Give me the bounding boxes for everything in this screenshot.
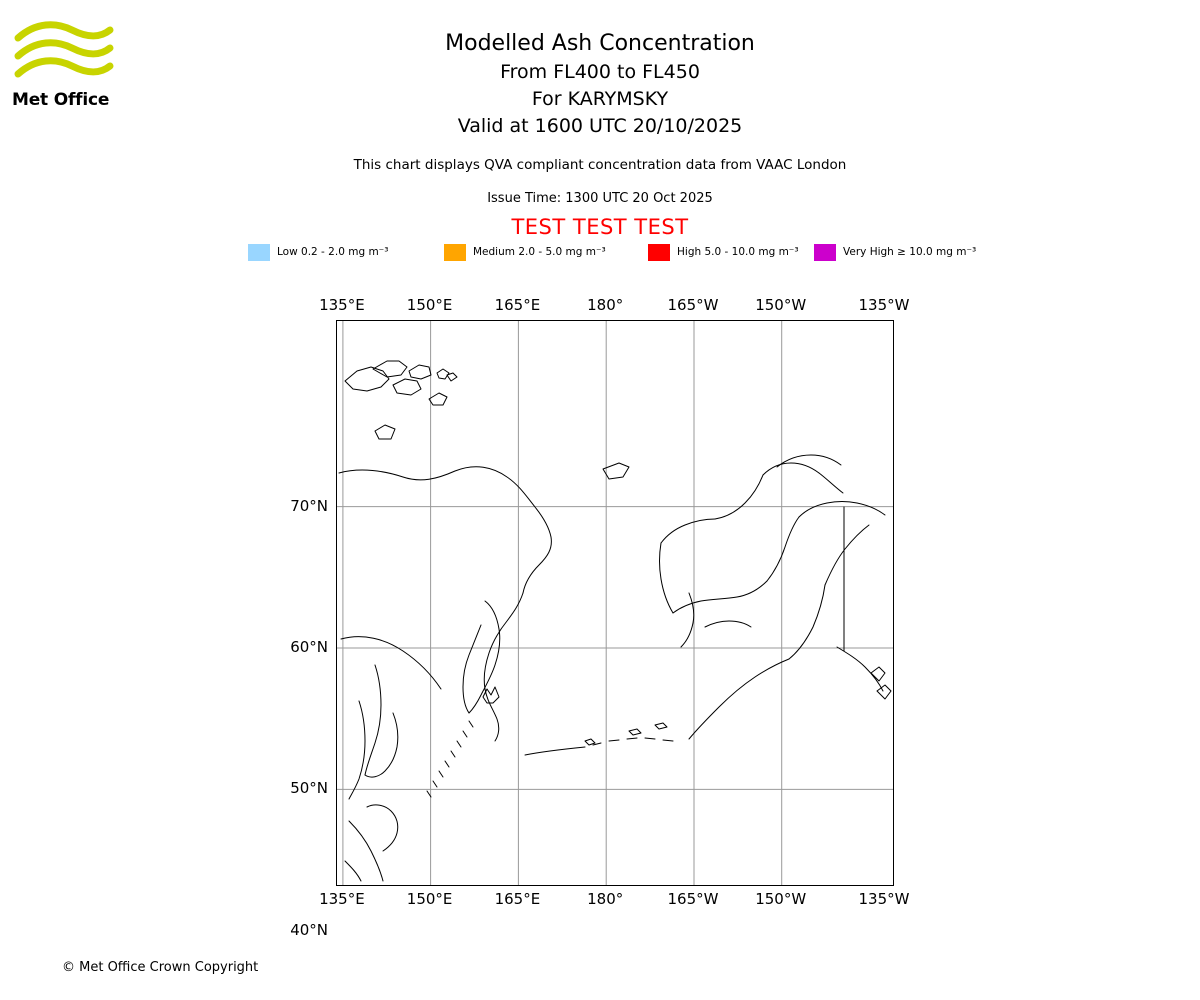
test-banner: TEST TEST TEST [511,215,689,239]
legend-label-high: High 5.0 - 10.0 mg m⁻³ [677,246,799,258]
copyright-notice: © Met Office Crown Copyright [62,960,259,975]
map-coastlines [339,361,891,881]
map-gridlines [337,321,893,885]
axis-top-label-180: 180° [587,296,624,314]
axis-bottom-label-135e: 135°E [319,890,365,908]
map-canvas [337,321,893,885]
legend-item-high [648,243,799,261]
legend-label-very-high: Very High ≥ 10.0 mg m⁻³ [843,246,977,258]
axis-bottom-label-150e: 150°E [406,890,453,908]
axis-left-label-70n: 70°N [290,496,328,515]
axis-top-label-150w: 150°W [755,296,807,314]
title-flight-levels: From FL400 to FL450 [500,61,700,83]
axis-bottom-label-180: 180° [587,890,624,908]
map-panel [290,296,910,939]
chart-disclaimer: This chart displays QVA compliant concentration data from VAAC London [353,157,847,173]
axis-bottom-label-165w: 165°W [667,890,719,908]
axis-left-label-50n: 50°N [290,779,328,798]
chart-title-block [0,28,1200,140]
axis-top-label-165e: 165°E [494,296,541,314]
title-valid-time: Valid at 1600 UTC 20/10/2025 [457,115,743,137]
title-volcano: For KARYMSKY [531,88,669,110]
axis-left-label-40n: 40°N [290,920,328,939]
legend-item-medium [444,243,606,261]
chart-issue-time: Issue Time: 1300 UTC 20 Oct 2025 [487,191,713,206]
legend-swatch-low [248,244,270,261]
axis-top-label-135w: 135°W [858,296,910,314]
legend-label-low: Low 0.2 - 2.0 mg m⁻³ [277,246,389,258]
met-office-logo-text: Met Office [12,90,110,110]
axis-left-label-60n: 60°N [290,638,328,656]
axis-top-label-165w: 165°W [667,296,719,314]
page-title: Modelled Ash Concentration [445,31,755,56]
axis-top-label-150e: 150°E [406,296,453,314]
axis-top-label-135e: 135°E [319,296,365,314]
map-plot-area[interactable] [336,320,894,886]
concentration-legend [248,243,992,263]
axis-bottom-label-150w: 150°W [755,890,807,908]
legend-label-medium: Medium 2.0 - 5.0 mg m⁻³ [473,246,606,258]
legend-item-low [248,243,388,261]
axis-bottom-label-135w: 135°W [858,890,910,908]
legend-swatch-medium [444,244,466,261]
legend-swatch-very-high [814,244,836,261]
legend-item-very-high [814,243,976,261]
legend-swatch-high [648,244,670,261]
axis-bottom-label-165e: 165°E [494,890,541,908]
